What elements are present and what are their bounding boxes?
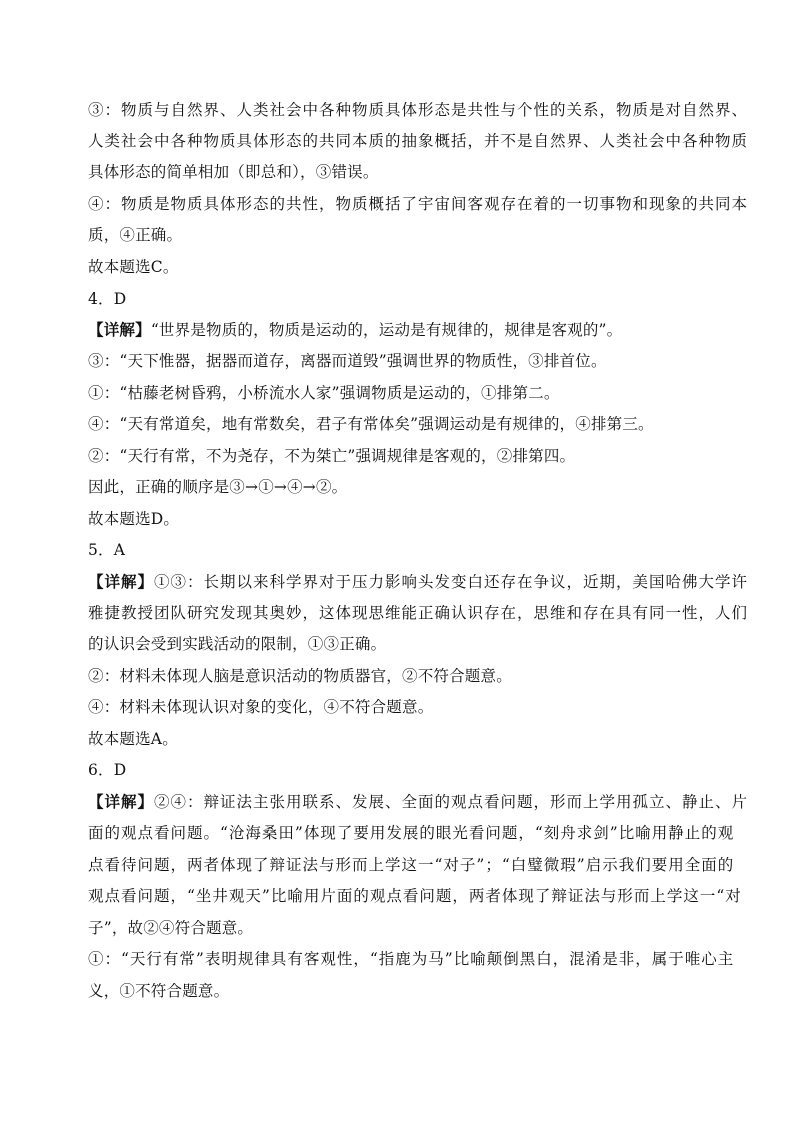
- text-line: 的认识会受到实践活动的限制，①③正确。: [88, 635, 387, 653]
- text-line: 点看待问题，两者体现了辩证法与形而上学这一“对子”；“白璧微瑕”启示我们要用全面的: [88, 856, 735, 874]
- detail-label: 【详解】: [88, 792, 155, 811]
- text-line: “世界是物质的，物质是运动的，运动是有规律的，规律是客观的”。: [150, 321, 623, 339]
- detail-paragraph: [88, 572, 749, 592]
- text-line: 质，④正确。: [88, 226, 183, 244]
- text-line: 子”，故②④符合题意。: [88, 919, 254, 937]
- text-line: 雅捷教授团队研究发现其奥妙，这体现思维能正确认识存在，思维和存在具有同一性，人们: [88, 604, 749, 622]
- text-line: 故本题选D。: [88, 510, 180, 528]
- text-line: 人类社会中各种物质具体形态的共同本质的抽象概括，并不是自然界、人类社会中各种物质: [88, 132, 749, 150]
- detail-label: 【详解】: [88, 572, 155, 591]
- text-line: 因此，正确的顺序是③→①→④→②。: [88, 478, 348, 496]
- detail-paragraph: [88, 320, 728, 340]
- text-line: ②：材料未体现人脑是意识活动的物质器官，②不符合题意。: [88, 667, 512, 685]
- text-line: ④：材料未体现认识对象的变化，④不符合题意。: [88, 698, 434, 716]
- text-line: ③：物质与自然界、人类社会中各种物质具体形态是共性与个性的关系，物质是对自然界、: [88, 101, 749, 119]
- text-line: 面的观点看问题。“沧海桑田”体现了要用发展的眼光看问题，“刻舟求剑”比喻用静止的观: [88, 824, 735, 842]
- question-number: 5．A: [88, 541, 126, 559]
- detail-paragraph: [88, 792, 749, 812]
- text-line: 具体形态的简单相加（即总和），③错误。: [88, 163, 379, 181]
- text-line: ②：“天行有常，不为尧存，不为桀亡”强调规律是客观的，②排第四。: [88, 447, 576, 465]
- text-line: 故本题选A。: [88, 730, 178, 748]
- detail-label: 【详解】: [88, 320, 151, 339]
- text-line: ②④：辩证法主张用联系、发展、全面的观点看问题，形而上学用孤立、静止、片: [154, 793, 749, 811]
- text-line: ③：“天下惟器，据器而道存，离器而道毁”强调世界的物质性，③排首位。: [88, 352, 607, 370]
- question-number: 4．D: [88, 290, 127, 308]
- text-line: ①：“枯藤老树昏鸦，小桥流水人家”强调物质是运动的，①排第二。: [88, 384, 560, 402]
- text-line: 故本题选C。: [88, 258, 179, 276]
- text-line: ①③：长期以来科学界对于压力影响头发变白还存在争议，近期，美国哈佛大学许: [154, 573, 749, 591]
- text-line: 义，①不符合题意。: [88, 982, 230, 1000]
- text-line: ④：“天有常道矣，地有常数矣，君子有常体矣”强调运动是有规律的，④排第三。: [88, 415, 654, 433]
- text-line: ④：物质是物质具体形态的共性，物质概括了宇宙间客观存在着的一切事物和现象的共同本: [88, 195, 749, 213]
- text-line: ①：“天行有常”表明规律具有客观性，“指鹿为马”比喻颠倒黑白，混淆是非，属于唯心主: [88, 950, 735, 968]
- text-line: 观点看问题，“坐井观天”比喻用片面的观点看问题，两者体现了辩证法与形而上学这一“对: [88, 887, 742, 905]
- question-number: 6．D: [88, 761, 127, 779]
